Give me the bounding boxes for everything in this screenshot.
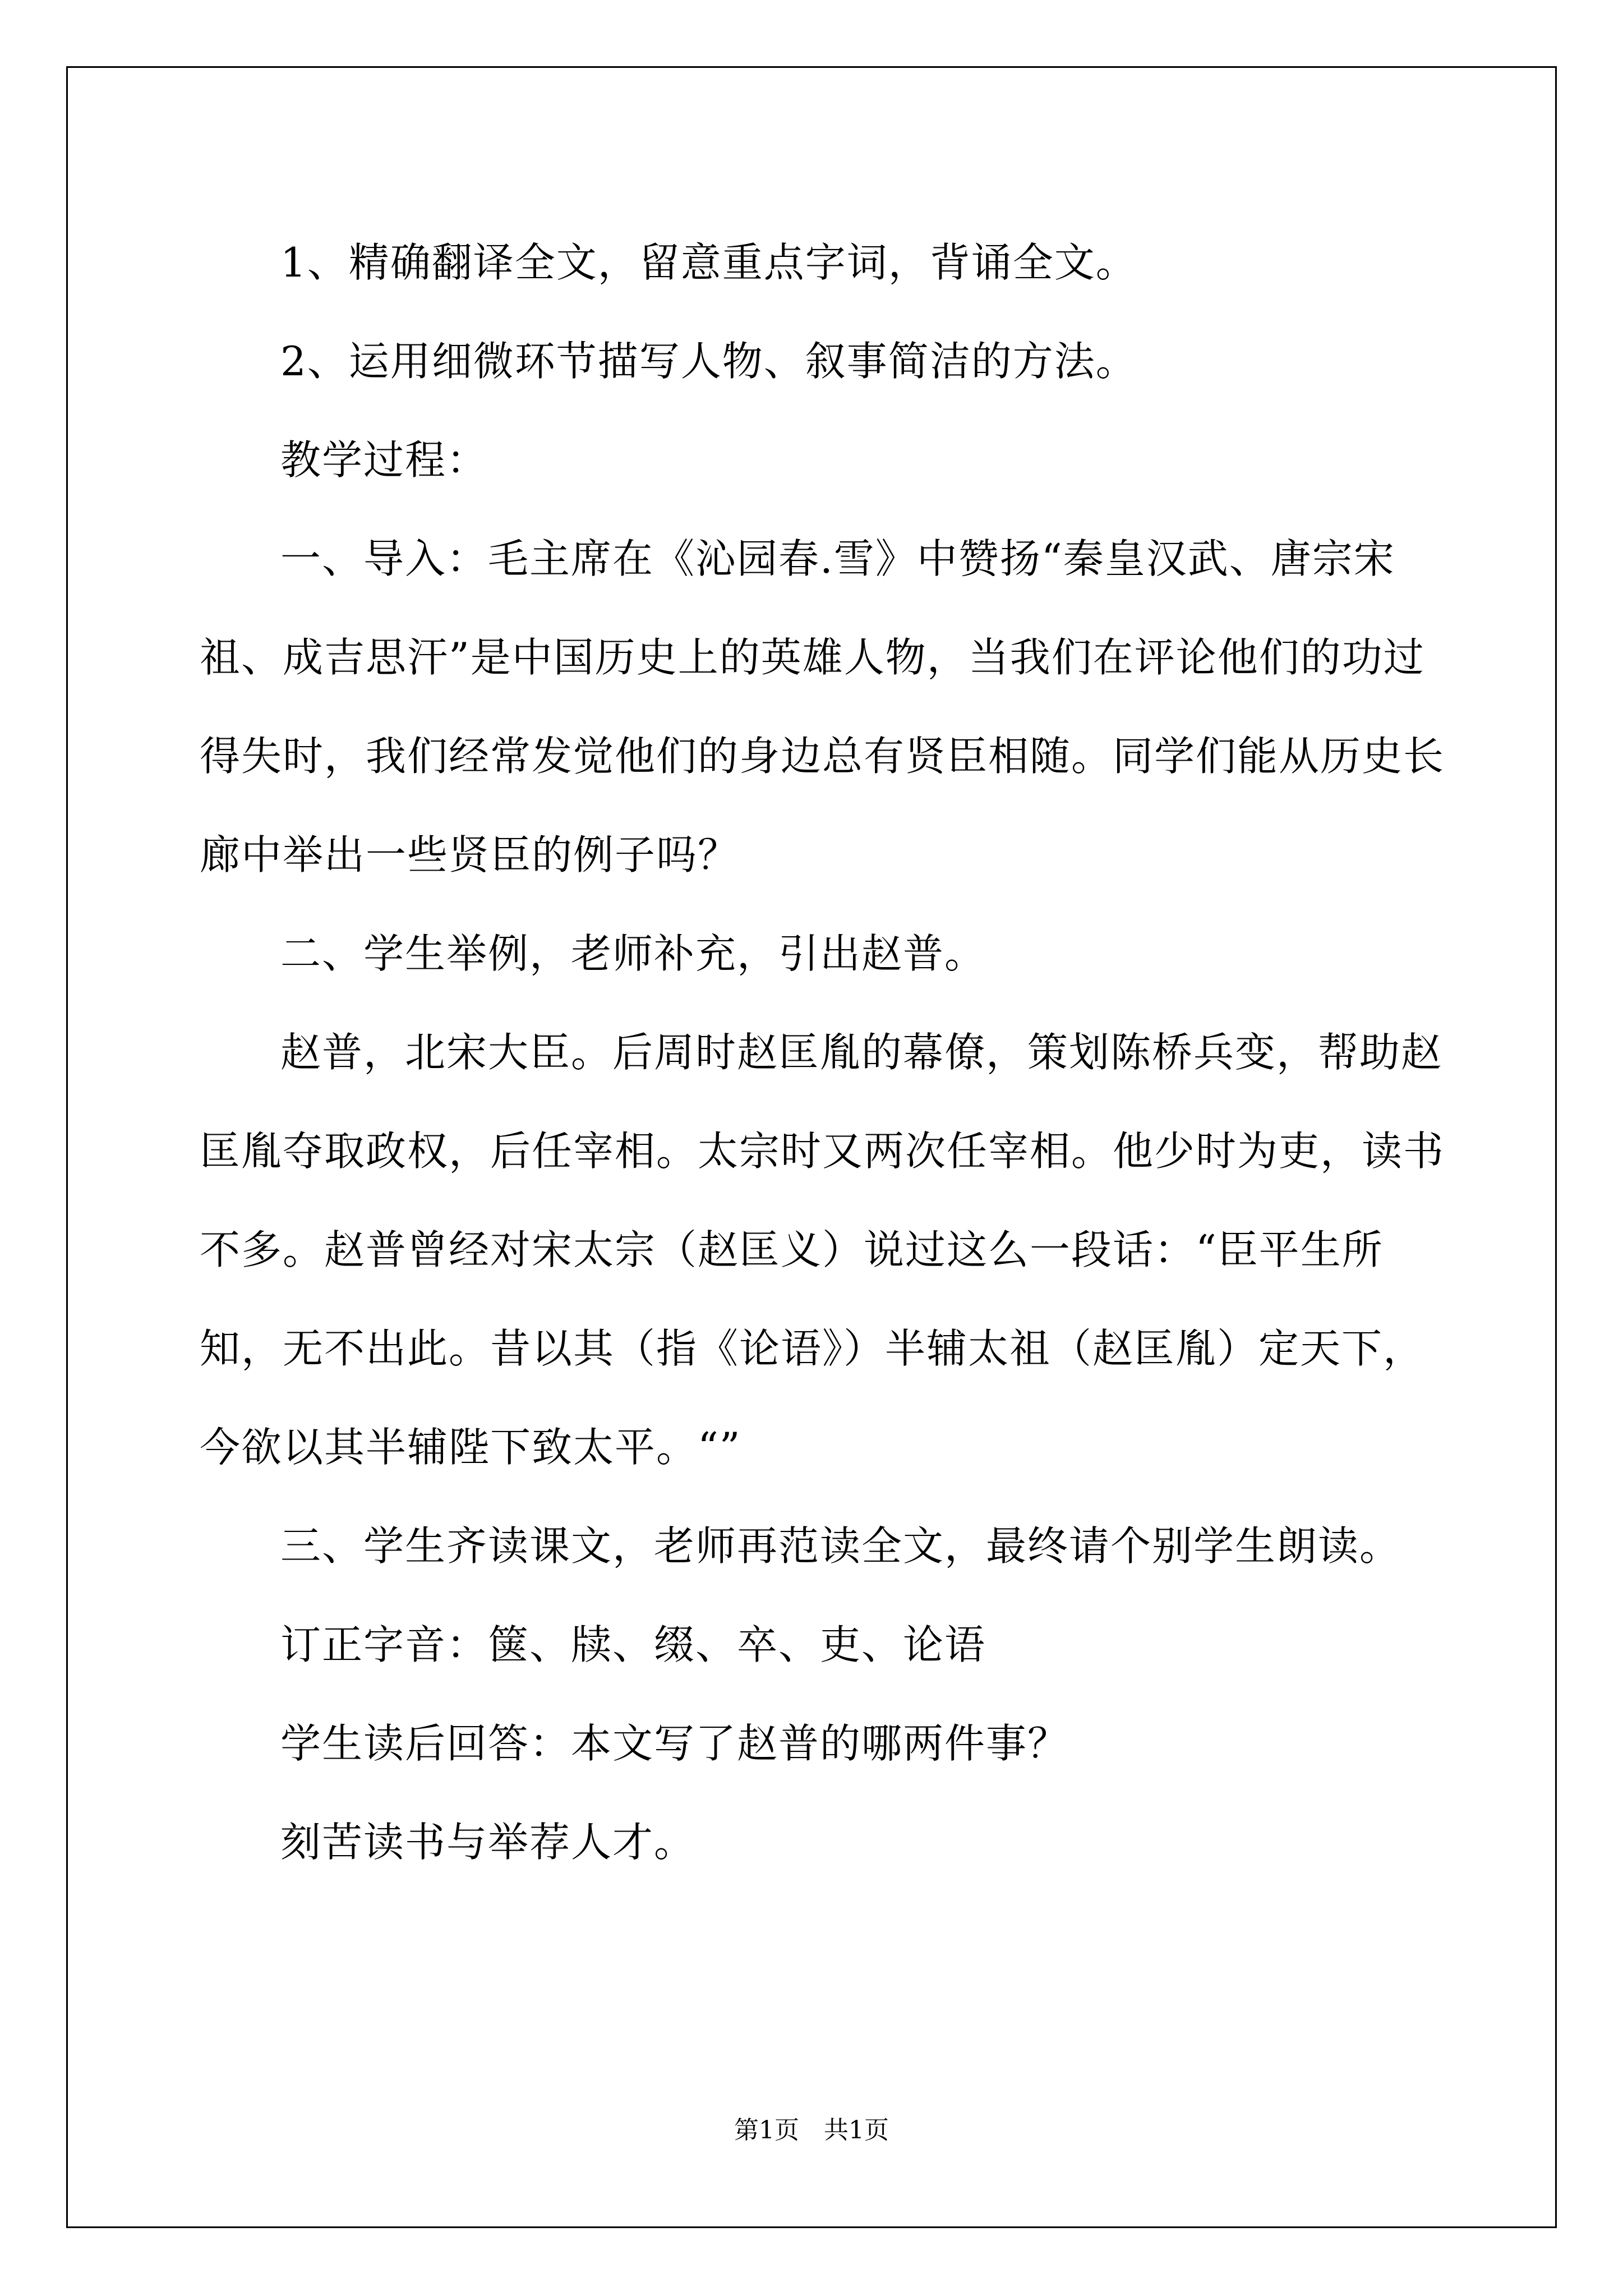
paragraph-introduction: 一、导入：毛主席在《沁园春.雪》中赞扬“秦皇汉武、唐宗宋祖、成吉思汗”是中国历史上的英雄人物，当我们在评论他们的功过得失时，我们经常发觉他们的身边总有贤臣相随。同学们能从历史长廊中举出一些贤臣的例子吗？ — [200, 535, 1445, 878]
paragraph-examples: 二、学生举例，老师补充，引出赵普。 — [280, 930, 986, 977]
paragraph-reading: 三、学生齐读课文，老师再范读全文，最终请个别学生朗读。 — [280, 1522, 1401, 1570]
document-body — [200, 213, 1450, 1892]
paragraph-zhao-pu-bio: 赵普，北宋大臣。后周时赵匡胤的幕僚，策划陈桥兵变，帮助赵匡胤夺取政权，后任宰相。太宗时又两次任宰相。他少时为吏，读书不多。赵普曾经对宋太宗（赵匡义）说过这么一段话：“臣平生所知，无不出此。昔以其（指《论语》）半辅太祖（赵匡胤）定天下，今欲以其半辅陛下致太平。“” — [200, 1029, 1445, 1471]
paragraph-pronunciation: 订正字音：箧、牍、缀、卒、吏、论语 — [280, 1621, 986, 1668]
page-footer: 第1页 共1页 — [734, 2116, 889, 2145]
paragraph-objective-1: 1、精确翻译全文，留意重点字词，背诵全文。 — [280, 239, 1137, 286]
paragraph-process-heading: 教学过程： — [280, 436, 488, 484]
paragraph-question: 学生读后回答：本文写了赵普的哪两件事？ — [280, 1720, 1069, 1767]
paragraph-answer: 刻苦读书与举荐人才。 — [280, 1819, 696, 1866]
paragraph-objective-2: 2、运用细微环节描写人物、叙事简洁的方法。 — [280, 338, 1137, 385]
